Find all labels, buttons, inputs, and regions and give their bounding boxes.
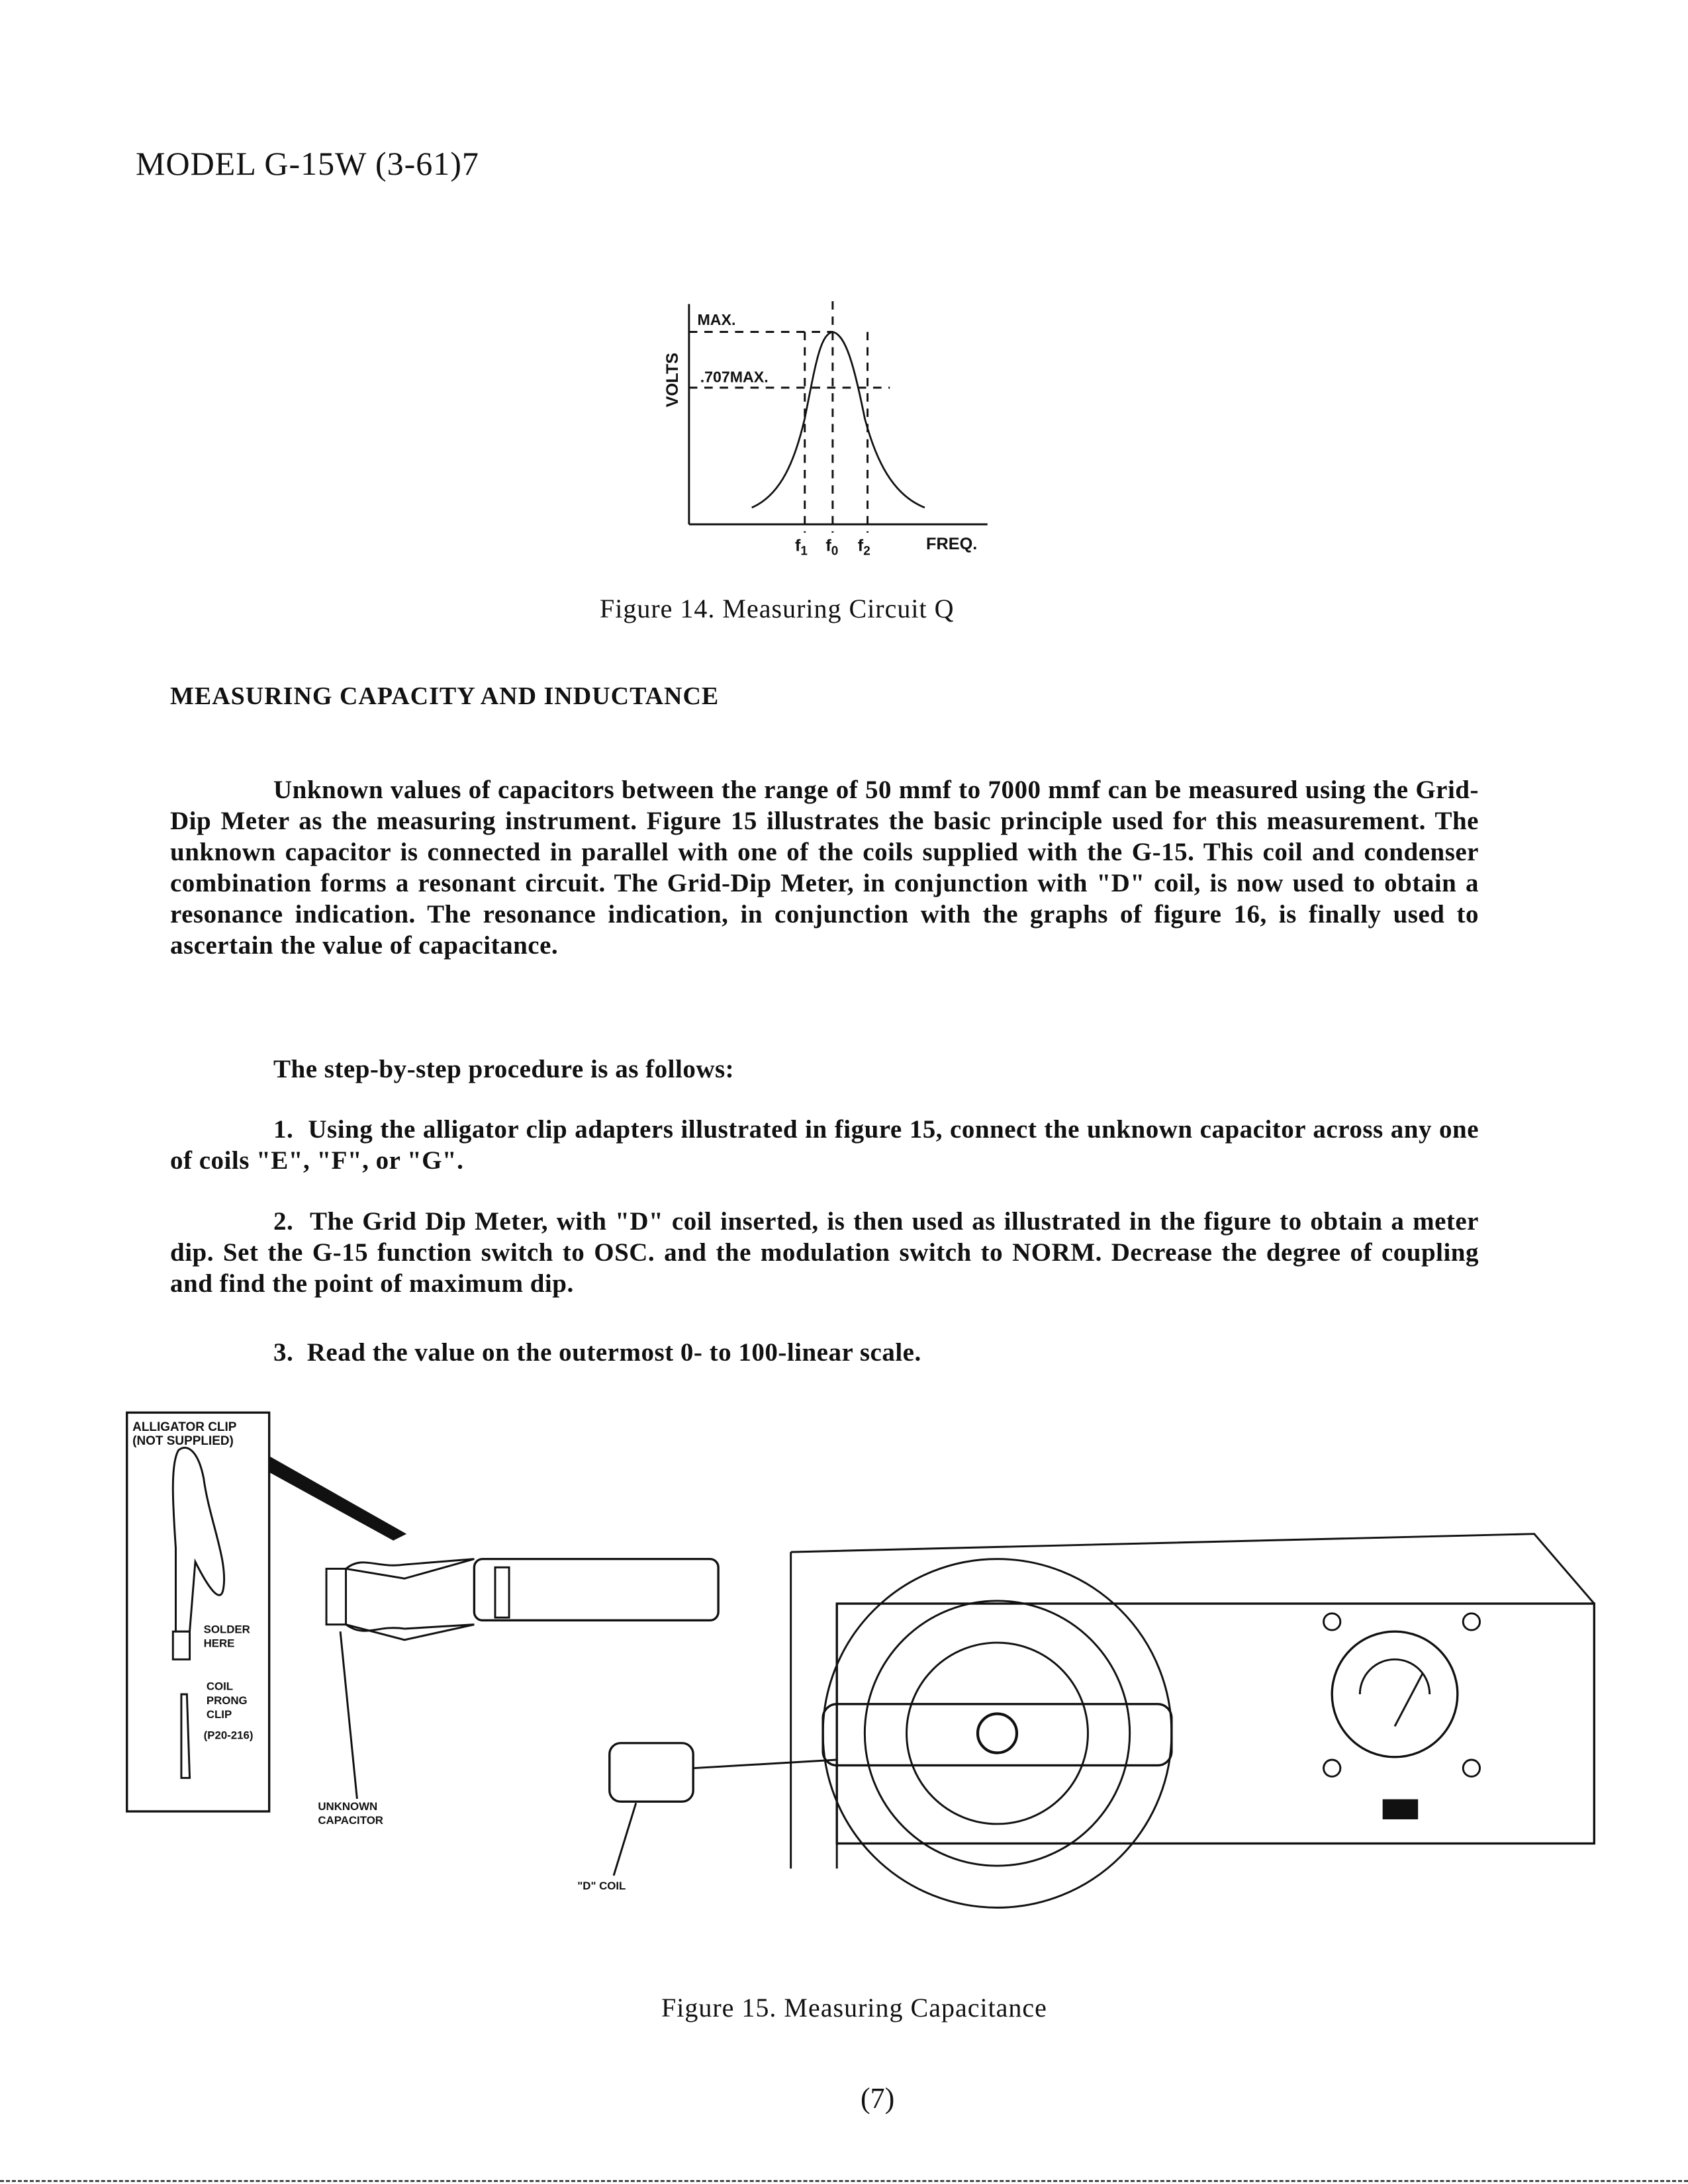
- unknown-label-2: CAPACITOR: [318, 1813, 383, 1827]
- step-text: The Grid Dip Meter, with "D" coil inserted, is then used as illustrated in the figure to obtain a meter dip. Set the G-15 function switch to OSC. and the modulation switch to NORM. Decrease the degree of coupling and find the point of maximum dip.: [170, 1207, 1479, 1298]
- d-coil-pointer: [614, 1803, 636, 1876]
- dial-hub: [978, 1714, 1017, 1753]
- tick-f1: $f_1$: [794, 536, 808, 559]
- gauge-scale: [1360, 1659, 1429, 1694]
- prong-label-4: (P20-216): [203, 1729, 254, 1742]
- unknown-capacitor: [326, 1569, 346, 1624]
- step-text: Using the alligator clip adapters illustrated in figure 15, connect the unknown capacitor across any one of coils "E", "F", or "G".: [170, 1115, 1479, 1175]
- procedure-intro: [170, 1054, 1479, 1085]
- meter-case-outline: [791, 1534, 1595, 1869]
- step-3: [170, 1337, 1479, 1368]
- step-1: [170, 1114, 1479, 1176]
- unknown-label: UNKNOWN: [318, 1799, 378, 1813]
- page-edge-divider: [0, 2180, 1688, 2182]
- prong-label-3: CLIP: [206, 1707, 232, 1721]
- figure-14-q-curve: [663, 301, 988, 558]
- procedure-intro-text: The step-by-step procedure is as follows:: [273, 1055, 735, 1083]
- alligator-clip-inset: [127, 1412, 269, 1811]
- prong-label: COIL: [206, 1680, 234, 1693]
- step-2: [170, 1206, 1479, 1299]
- section-heading: MEASURING CAPACITY AND INDUCTANCE: [170, 682, 720, 710]
- coil-prong-clip: [181, 1694, 190, 1778]
- y-axis-label: VOLTS: [663, 352, 682, 408]
- figure-14-caption: Figure 14. Measuring Circuit Q: [600, 594, 955, 623]
- dial-ring: [865, 1601, 1129, 1866]
- d-coil-label: "D" COIL: [577, 1879, 626, 1892]
- dial-ring-inner: [907, 1643, 1088, 1824]
- intro-paragraph: [170, 774, 1479, 961]
- grid-dip-meter: [837, 1604, 1594, 1843]
- guide-lines: [689, 301, 890, 533]
- solder-label-2: HERE: [203, 1637, 235, 1650]
- d-coil: [610, 1743, 693, 1801]
- max-label: MAX.: [697, 310, 736, 328]
- alligator-clips: [346, 1559, 475, 1640]
- tuning-dial: [823, 1559, 1172, 1908]
- resonant-coil: [474, 1559, 718, 1621]
- figure-15-illustration: [127, 1412, 1595, 1907]
- d-coil-stem: [693, 1760, 837, 1768]
- step-number: 2.: [273, 1207, 294, 1236]
- gauge-needle: [1395, 1673, 1423, 1726]
- step-text: Read the value on the outermost 0- to 100-linear scale.: [306, 1338, 921, 1367]
- tick-f0: $f_0$: [825, 536, 839, 559]
- prong-label-2: PRONG: [206, 1694, 248, 1707]
- resonance-curve: [752, 332, 925, 507]
- level-label: .707MAX.: [700, 368, 769, 386]
- meter-gauge: [1332, 1631, 1458, 1757]
- alligator-clip-drawing: [173, 1447, 224, 1631]
- modulation-switch: [1383, 1800, 1417, 1818]
- capacitor-pointer: [340, 1631, 357, 1799]
- solder-label: SOLDER: [203, 1623, 250, 1636]
- page-number: (7): [861, 2082, 895, 2115]
- inset-title: ALLIGATOR CLIP: [132, 1420, 237, 1434]
- figure-15-caption: Figure 15. Measuring Capacitance: [661, 1993, 1047, 2023]
- solder-tab: [173, 1631, 189, 1659]
- paragraph-text: Unknown values of capacitors between the range of 50 mmf to 7000 mmf can be measured using the Grid-Dip Meter as the measuring instrument. Figure 15 illustrates the basic principle used for this measurement. The unknown capacitor is connected in parallel with one of the coils supplied with the G-15. This coil and condenser combination forms a resonant circuit. The Grid-Dip Meter, in conjunction with "D" coil, is now used to obtain a resonance indication. The resonance indication, in conjunction with the graphs of figure 16, is finally used to ascertain the value of capacitance.: [170, 776, 1479, 960]
- tick-f2: $f_2$: [857, 536, 870, 559]
- step-number: 1.: [273, 1115, 294, 1144]
- coil-base: [495, 1567, 509, 1617]
- pointer-arrow: [269, 1457, 404, 1539]
- document-header: MODEL G-15W (3-61)7: [136, 145, 479, 182]
- x-axis-label: FREQ.: [926, 535, 978, 554]
- inset-subtitle: (NOT SUPPLIED): [132, 1433, 234, 1448]
- step-number: 3.: [273, 1338, 294, 1367]
